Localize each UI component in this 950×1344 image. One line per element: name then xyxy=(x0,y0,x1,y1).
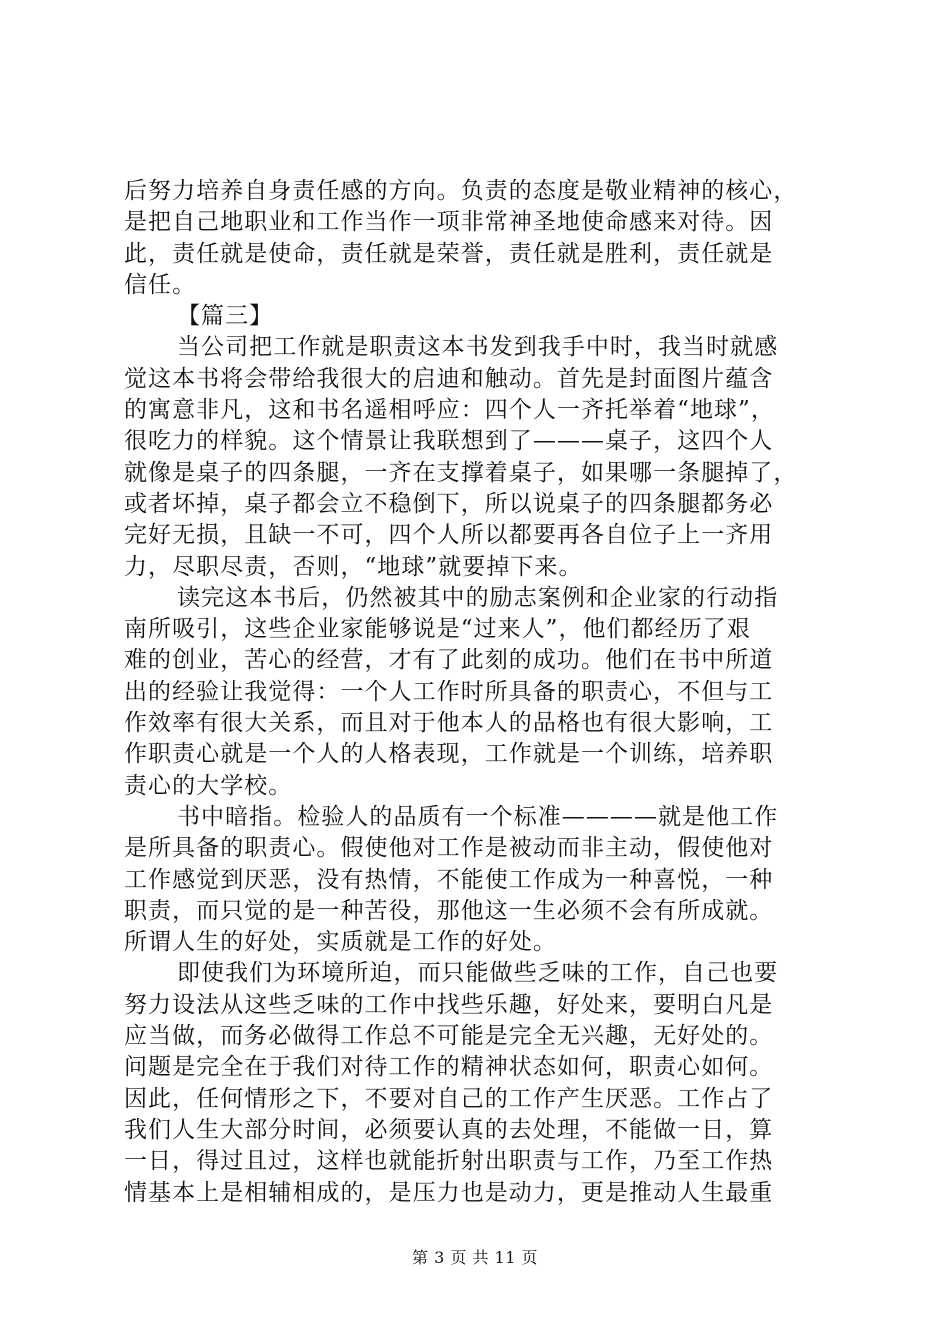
text-line: 责心的大学校。 xyxy=(124,772,293,799)
text-line: 工作感觉到厌恶，没有热情，不能使工作成为一种喜悦，一种 xyxy=(124,866,774,893)
text-line: 就像是桌子的四条腿，一齐在支撑着桌子，如果哪一条腿掉了， xyxy=(124,459,798,486)
text-line: 是把自己地职业和工作当作一项非常神圣地使命感来对待。因 xyxy=(124,209,774,236)
text-line: 作效率有很大关系，而且对于他本人的品格也有很大影响，工 xyxy=(124,710,774,737)
text-line: 当公司把工作就是职责这本书发到我手中时，我当时就感 xyxy=(177,334,779,361)
text-line: 此，责任就是使命，责任就是荣誉，责任就是胜利，责任就是 xyxy=(124,240,774,267)
text-line: 是所具备的职责心。假使他对工作是被动而非主动，假使他对 xyxy=(124,835,774,862)
text-line: 作职责心就是一个人的人格表现，工作就是一个训练，培养职 xyxy=(124,741,774,768)
page-footer: 第 3 页 共 11 页 xyxy=(412,1248,538,1267)
text-line: 的寓意非凡，这和书名遥相呼应：四个人一齐托举着“地球”， xyxy=(124,397,775,424)
text-line: 或者坏掉，桌子都会立不稳倒下，所以说桌子的四条腿都务必 xyxy=(124,490,774,517)
text-line: 我们人生大部分时间，必须要认真的去处理，不能做一日，算 xyxy=(124,1116,774,1143)
text-line: 所谓人生的好处，实质就是工作的好处。 xyxy=(124,929,557,956)
text-line: 情基本上是相辅相成的，是压力也是动力，更是推动人生最重 xyxy=(124,1179,774,1206)
text-line: 应当做，而务必做得工作总不可能是完全无兴趣，无好处的。 xyxy=(124,1023,774,1050)
text-line: 书中暗指。检验人的品质有一个标准————就是他工作 xyxy=(177,803,779,830)
text-line: 努力设法从这些乏味的工作中找些乐趣，好处来，要明白凡是 xyxy=(124,991,774,1018)
text-line: 南所吸引，这些企业家能够说是“过来人”，他们都经历了艰 xyxy=(124,616,751,643)
text-line: 完好无损，且缺一不可，四个人所以都要再各自位子上一齐用 xyxy=(124,522,774,549)
text-line: 一日，得过且过，这样也就能折射出职责与工作，乃至工作热 xyxy=(124,1148,774,1175)
text-line: 信任。 xyxy=(124,271,197,298)
text-line: 因此，任何情形之下，不要对自己的工作产生厌恶。工作占了 xyxy=(124,1085,774,1112)
text-line: 职责，而只觉的是一种苦役，那他这一生必须不会有所成就。 xyxy=(124,897,774,924)
text-line: 力，尽职尽责，否则，“地球”就要掉下来。 xyxy=(124,553,583,580)
text-line: 出的经验让我觉得：一个人工作时所具备的职责心，不但与工 xyxy=(124,678,774,705)
text-line: 即使我们为环境所迫，而只能做些乏味的工作，自己也要 xyxy=(177,960,779,987)
text-line: 读完这本书后，仍然被其中的励志案例和企业家的行动指 xyxy=(177,584,779,611)
text-line: 后努力培养自身责任感的方向。负责的态度是敬业精神的核心， xyxy=(124,178,798,204)
text-line: 很吃力的样貌。这个情景让我联想到了———桌子，这四个人 xyxy=(124,428,774,455)
document-body xyxy=(124,176,834,1209)
text-line: 觉这本书将会带给我很大的启迪和触动。首先是封面图片蕴含 xyxy=(124,365,774,392)
text-line: 问题是完全在于我们对待工作的精神状态如何，职责心如何。 xyxy=(124,1054,774,1081)
text-line: 【篇三】 xyxy=(177,303,274,330)
text-line: 难的创业，苦心的经营，才有了此刻的成功。他们在书中所道 xyxy=(124,647,774,674)
